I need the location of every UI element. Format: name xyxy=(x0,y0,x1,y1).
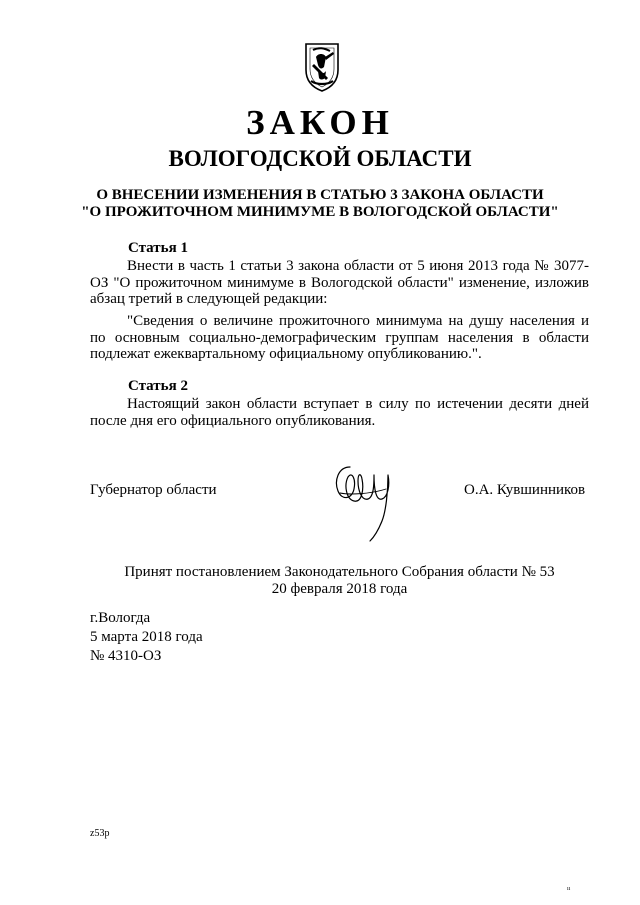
adoption-date: 20 февраля 2018 года xyxy=(271,581,408,597)
article-2-heading: Статья 2 xyxy=(128,378,188,394)
document-code: z53p xyxy=(90,828,110,839)
article-1-quoted-paragraph: "Сведения о величине прожиточного минимума на душу населения и по основным социально-демографическим группам населения в области подлежат ежеквартальному официальному опубликованию.". xyxy=(90,313,589,363)
law-subject-line: О ВНЕСЕНИИ ИЗМЕНЕНИЯ В СТАТЬЮ 3 ЗАКОНА ОБЛАСТИ xyxy=(96,187,544,203)
signatory-position: Губернатор области xyxy=(90,482,217,498)
law-subject xyxy=(40,187,600,221)
law-number: № 4310-ОЗ xyxy=(90,648,162,664)
signatory-name: О.А. Кувшинников xyxy=(464,482,586,498)
law-subject-line: "О ПРОЖИТОЧНОМ МИНИМУМЕ В ВОЛОГОДСКОЙ ОБЛАСТИ" xyxy=(81,204,559,220)
article-2-paragraph: Настоящий закон области вступает в силу по истечении десяти дней после дня его официального опубликования. xyxy=(90,396,589,429)
vologda-coat-of-arms-icon xyxy=(303,40,341,92)
law-title: ЗАКОН xyxy=(246,103,394,142)
handwritten-signature xyxy=(330,459,395,542)
place-date-number xyxy=(90,609,203,666)
adoption-line: Принят постановлением Законодательного Собрания области № 53 xyxy=(124,564,555,580)
adoption-note xyxy=(90,564,589,598)
city: г.Вологда xyxy=(90,610,151,626)
article-1-heading: Статья 1 xyxy=(128,240,188,256)
region-title: ВОЛОГОДСКОЙ ОБЛАСТИ xyxy=(168,146,472,171)
signing-date: 5 марта 2018 года xyxy=(90,629,203,645)
page-mark: ıı xyxy=(567,886,571,892)
article-1-paragraph: Внести в часть 1 статьи 3 закона области от 5 июня 2013 года № 3077-ОЗ "О прожиточном минимуме в Вологодской области" изменение, изложив абзац третий в следующей редакции: xyxy=(90,258,589,308)
